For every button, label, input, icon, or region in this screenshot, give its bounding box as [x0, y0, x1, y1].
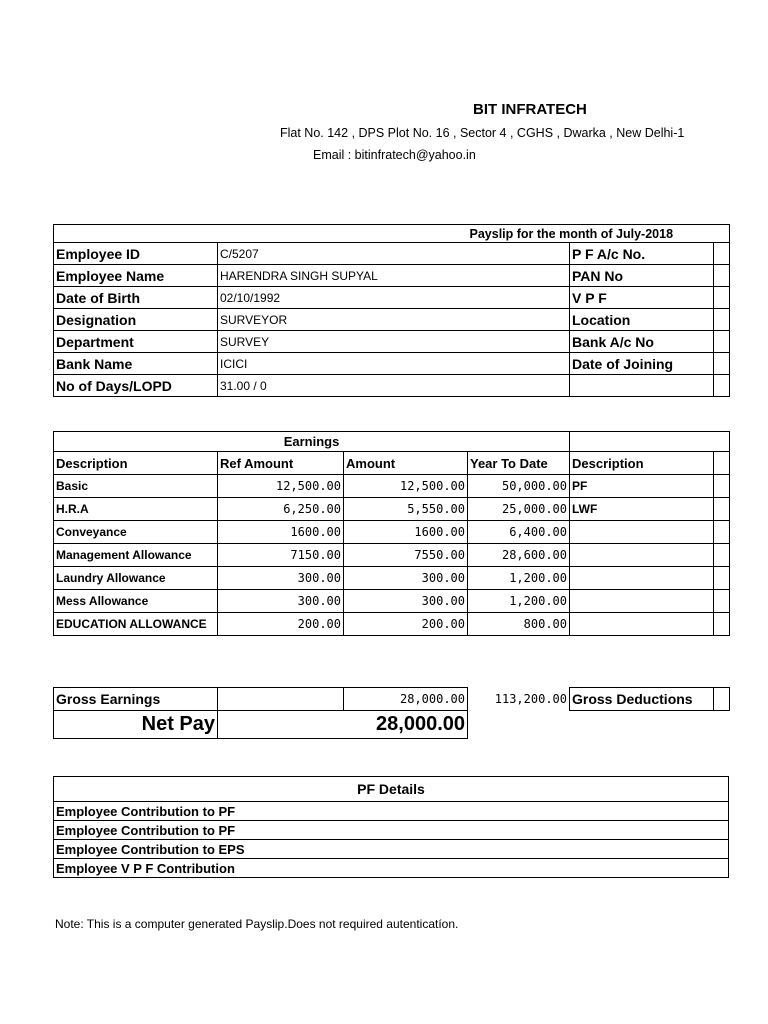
- pf-row-label: Employee Contribution to PF: [54, 821, 729, 840]
- pf-header-row: [54, 777, 729, 802]
- totals-table: [53, 687, 730, 739]
- earnings-table: [53, 431, 730, 636]
- days-lopd-label: No of Days/LOPD: [54, 375, 218, 397]
- joining-date-value: [714, 353, 730, 375]
- pan-value: [714, 265, 730, 287]
- col-ytd: Year To Date: [468, 452, 570, 475]
- earning-desc: Mess Allowance: [54, 590, 218, 613]
- pan-label: PAN No: [570, 265, 714, 287]
- department-label: Department: [54, 331, 218, 353]
- earning-ref: 300.00: [218, 590, 344, 613]
- earning-desc: Conveyance: [54, 521, 218, 544]
- table-row: [54, 521, 730, 544]
- deduction-amount: [714, 613, 730, 636]
- deduction-desc: [570, 567, 714, 590]
- earnings-caption: Earnings: [54, 432, 570, 452]
- employee-name-value: HARENDRA SINGH SUPYAL: [218, 265, 570, 287]
- days-lopd-value: 31.00 / 0: [218, 375, 570, 397]
- earnings-header-row: [54, 452, 730, 475]
- earning-desc: EDUCATION ALLOWANCE: [54, 613, 218, 636]
- designation-value: SURVEYOR: [218, 309, 570, 331]
- net-pay-value: 28,000.00: [218, 711, 468, 739]
- table-row: [54, 613, 730, 636]
- pf-account-value: [714, 243, 730, 265]
- earning-desc: Basic: [54, 475, 218, 498]
- vpf-value: [714, 287, 730, 309]
- vpf-label: V P F: [570, 287, 714, 309]
- pf-row: [54, 821, 729, 840]
- deduction-desc: PF: [570, 475, 714, 498]
- pf-row: [54, 802, 729, 821]
- payslip-title-row: [54, 225, 730, 243]
- net-pay-label: Net Pay: [54, 711, 218, 739]
- col-deduction-amount: [714, 452, 730, 475]
- earning-ref: 6,250.00: [218, 498, 344, 521]
- deductions-caption: [570, 432, 730, 452]
- earning-ref: 1600.00: [218, 521, 344, 544]
- col-description: Description: [54, 452, 218, 475]
- deduction-desc: [570, 544, 714, 567]
- blank-value: [714, 375, 730, 397]
- earning-ref: 7150.00: [218, 544, 344, 567]
- deduction-desc: [570, 590, 714, 613]
- pf-details-table: [53, 776, 729, 878]
- earning-ytd: 6,400.00: [468, 521, 570, 544]
- earning-desc: Management Allowance: [54, 544, 218, 567]
- earning-ref: 300.00: [218, 567, 344, 590]
- table-row: [54, 498, 730, 521]
- gross-deductions-label: Gross Deductions: [570, 688, 714, 711]
- employee-id-label: Employee ID: [54, 243, 218, 265]
- deduction-desc: LWF: [570, 498, 714, 521]
- pf-account-label: P F A/c No.: [570, 243, 714, 265]
- bank-account-label: Bank A/c No: [570, 331, 714, 353]
- deduction-amount: [714, 498, 730, 521]
- employee-name-label: Employee Name: [54, 265, 218, 287]
- earning-amount: 12,500.00: [344, 475, 468, 498]
- table-row: [54, 567, 730, 590]
- net-pay-row: [54, 711, 730, 739]
- earning-ytd: 25,000.00: [468, 498, 570, 521]
- earning-amount: 300.00: [344, 590, 468, 613]
- earning-desc: H.R.A: [54, 498, 218, 521]
- earning-ref: 12,500.00: [218, 475, 344, 498]
- joining-date-label: Date of Joining: [570, 353, 714, 375]
- info-row: [54, 243, 730, 265]
- bank-name-label: Bank Name: [54, 353, 218, 375]
- footer-note: Note: This is a computer generated Payslip.Does not required autenticatíon.: [55, 917, 459, 931]
- deduction-amount: [714, 544, 730, 567]
- gross-amount: 28,000.00: [344, 688, 468, 711]
- pf-row-label: Employee V P F Contribution: [54, 859, 729, 878]
- gross-ytd: 113,200.00: [468, 688, 570, 711]
- payslip-title: Payslip for the month of July-2018: [54, 225, 730, 243]
- blank-label: [570, 375, 714, 397]
- table-row: [54, 590, 730, 613]
- col-deduction-description: Description: [570, 452, 714, 475]
- deduction-desc: [570, 613, 714, 636]
- deduction-amount: [714, 590, 730, 613]
- gross-row: [54, 688, 730, 711]
- location-label: Location: [570, 309, 714, 331]
- col-amount: Amount: [344, 452, 468, 475]
- earning-amount: 1600.00: [344, 521, 468, 544]
- info-row: [54, 309, 730, 331]
- pf-row: [54, 840, 729, 859]
- earning-ytd: 1,200.00: [468, 567, 570, 590]
- company-address: Flat No. 142 , DPS Plot No. 16 , Sector 4 , CGHS , Dwarka , New Delhi-1: [280, 126, 685, 140]
- gross-deductions-value: [714, 688, 730, 711]
- pf-details-title: PF Details: [54, 777, 729, 802]
- deduction-amount: [714, 521, 730, 544]
- info-row: [54, 375, 730, 397]
- pf-row-label: Employee Contribution to EPS: [54, 840, 729, 859]
- earning-ytd: 1,200.00: [468, 590, 570, 613]
- info-row: [54, 331, 730, 353]
- dob-value: 02/10/1992: [218, 287, 570, 309]
- deduction-desc: [570, 521, 714, 544]
- table-row: [54, 475, 730, 498]
- earning-amount: 5,550.00: [344, 498, 468, 521]
- bank-name-value: ICICI: [218, 353, 570, 375]
- employee-info-table: [53, 224, 730, 397]
- earning-ref: 200.00: [218, 613, 344, 636]
- info-row: [54, 265, 730, 287]
- location-value: [714, 309, 730, 331]
- gross-earnings-label: Gross Earnings: [54, 688, 218, 711]
- employee-id-value: C/5207: [218, 243, 570, 265]
- col-ref-amount: Ref Amount: [218, 452, 344, 475]
- company-name: BIT INFRATECH: [473, 101, 587, 118]
- earning-amount: 300.00: [344, 567, 468, 590]
- bank-account-value: [714, 331, 730, 353]
- deduction-amount: [714, 567, 730, 590]
- company-email: Email : bitinfratech@yahoo.in: [313, 148, 476, 162]
- gross-ref-amount: [218, 688, 344, 711]
- earning-desc: Laundry Allowance: [54, 567, 218, 590]
- table-row: [54, 544, 730, 567]
- earning-amount: 200.00: [344, 613, 468, 636]
- designation-label: Designation: [54, 309, 218, 331]
- earning-ytd: 28,600.00: [468, 544, 570, 567]
- earning-ytd: 50,000.00: [468, 475, 570, 498]
- deduction-amount: [714, 475, 730, 498]
- department-value: SURVEY: [218, 331, 570, 353]
- earning-amount: 7550.00: [344, 544, 468, 567]
- pf-row-label: Employee Contribution to PF: [54, 802, 729, 821]
- earnings-caption-row: [54, 432, 730, 452]
- pf-row: [54, 859, 729, 878]
- earning-ytd: 800.00: [468, 613, 570, 636]
- info-row: [54, 287, 730, 309]
- dob-label: Date of Birth: [54, 287, 218, 309]
- info-row: [54, 353, 730, 375]
